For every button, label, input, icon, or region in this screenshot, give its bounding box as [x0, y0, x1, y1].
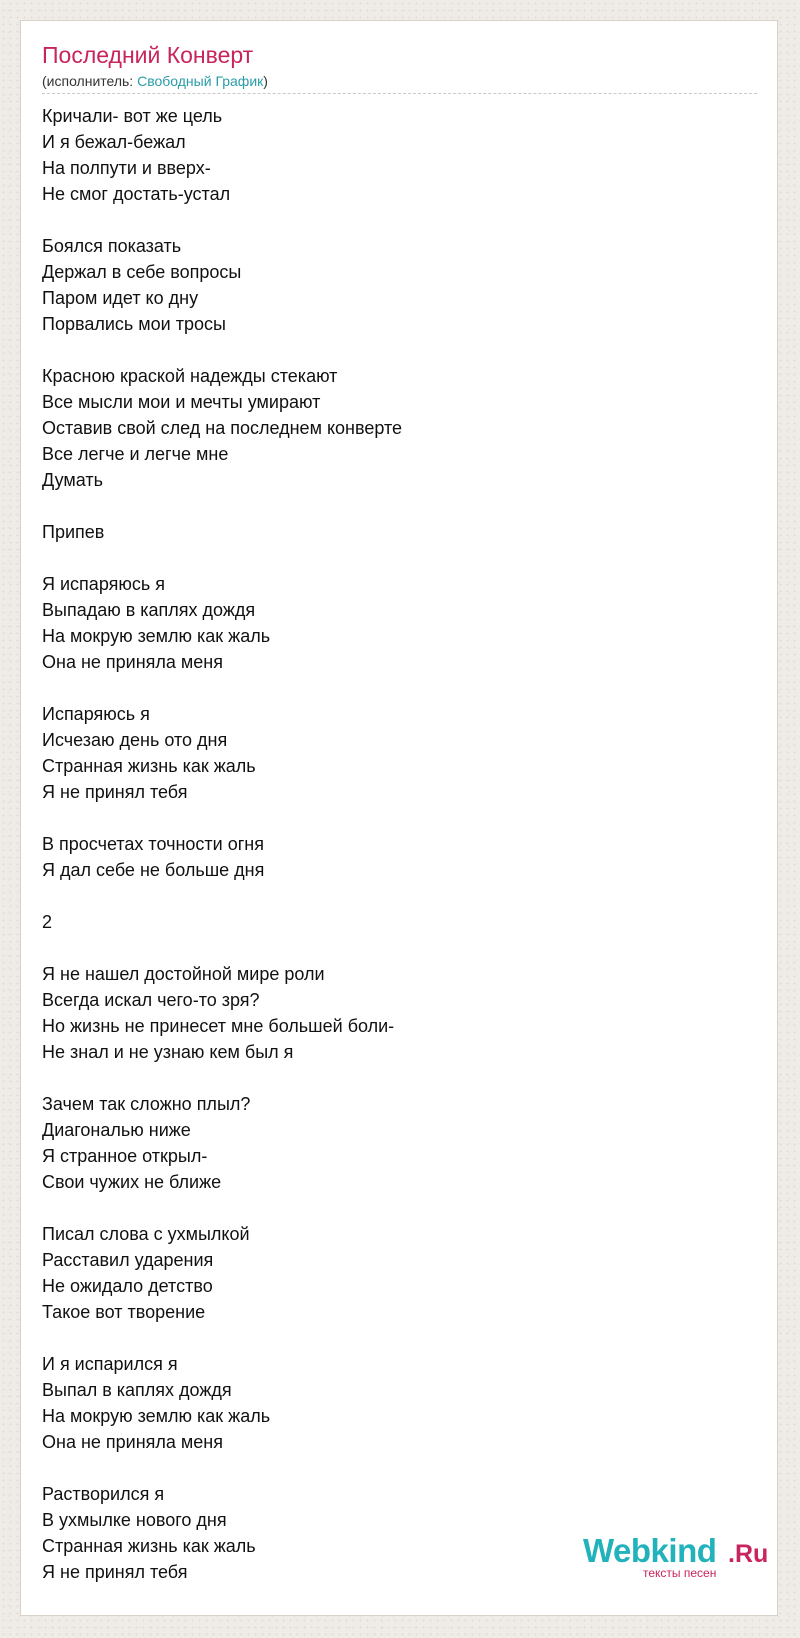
stanza-break: [42, 493, 402, 519]
lyric-line: Но жизнь не принесет мне большей боли-: [42, 1016, 395, 1036]
lyric-line: Странная жизнь как жаль: [42, 756, 256, 776]
lyric-line: На мокрую землю как жаль: [42, 626, 271, 646]
lyric-line: Диагональю ниже: [42, 1120, 191, 1140]
lyric-line: Кричали- вот же цель: [42, 106, 223, 126]
stanza-break: [42, 207, 402, 233]
lyric-line: Держал в себе вопросы: [42, 262, 242, 282]
lyric-line: Припев: [42, 522, 105, 542]
lyric-line: Выпадаю в каплях дождя: [42, 600, 256, 620]
lyric-line: Всегда искал чего-то зря?: [42, 990, 260, 1010]
lyrics-card: [20, 20, 778, 1616]
stanza-break: [42, 337, 402, 363]
lyric-line: Расставил ударения: [42, 1250, 214, 1270]
lyric-line: Она не приняла меня: [42, 1432, 223, 1452]
lyric-line: Выпал в каплях дождя: [42, 1380, 232, 1400]
artist-link[interactable]: Свободный График: [137, 73, 264, 89]
stanza-break: [42, 675, 402, 701]
lyric-line: Красною краской надежды стекают: [42, 366, 338, 386]
lyric-line: Она не приняла меня: [42, 652, 223, 672]
lyric-line: Растворился я: [42, 1484, 165, 1504]
lyric-line: Я не принял тебя: [42, 1562, 188, 1582]
lyric-line: Писал слова с ухмылкой: [42, 1224, 250, 1244]
lyric-line: Зачем так сложно плыл?: [42, 1094, 251, 1114]
lyric-line: И я испарился я: [42, 1354, 178, 1374]
lyric-line: Такое вот творение: [42, 1302, 206, 1322]
stanza-break: [42, 1065, 402, 1091]
stanza-break: [42, 1195, 402, 1221]
stanza-break: [42, 545, 402, 571]
stanza-break: [42, 1455, 402, 1481]
lyric-line: Паром идет ко дну: [42, 288, 199, 308]
artist-line: [42, 72, 268, 90]
lyric-line: На мокрую землю как жаль: [42, 1406, 271, 1426]
lyric-line: Свои чужих не ближе: [42, 1172, 222, 1192]
stanza-break: [42, 805, 402, 831]
artist-suffix: ): [263, 73, 268, 89]
lyric-line: Я испаряюсь я: [42, 574, 165, 594]
artist-prefix: (исполнитель:: [42, 73, 138, 89]
song-title: Последний Конверт: [42, 42, 254, 68]
logo-domain: .Ru: [728, 1540, 769, 1568]
logo-wordmark: Webkind: [583, 1532, 717, 1569]
lyric-line: Я не нашел достойной мире роли: [42, 964, 325, 984]
lyric-line: Я дал себе не больше дня: [42, 860, 265, 880]
lyric-line: Порвались мои тросы: [42, 314, 226, 334]
lyric-line: Все легче и легче мне: [42, 444, 229, 464]
lyric-line: Не ожидало детство: [42, 1276, 213, 1296]
site-logo[interactable]: [583, 1533, 778, 1581]
lyric-line: 2: [42, 912, 53, 932]
stanza-break: [42, 883, 402, 909]
lyric-line: Испаряюсь я: [42, 704, 150, 724]
lyric-line: В ухмылке нового дня: [42, 1510, 227, 1530]
stanza-break: [42, 935, 402, 961]
lyric-line: Не смог достать-устал: [42, 184, 231, 204]
lyric-line: И я бежал-бежал: [42, 132, 186, 152]
title-divider: [42, 93, 757, 94]
lyric-line: Все мысли мои и мечты умирают: [42, 392, 321, 412]
lyric-line: Странная жизнь как жаль: [42, 1536, 256, 1556]
logo-tagline: тексты песен: [643, 1566, 717, 1580]
lyric-line: На полпути и вверх-: [42, 158, 211, 178]
lyric-line: Боялся показать: [42, 236, 182, 256]
lyric-line: Думать: [42, 470, 103, 490]
stanza-break: [42, 1325, 402, 1351]
lyric-line: Не знал и не узнаю кем был я: [42, 1042, 294, 1062]
lyric-line: Исчезаю день ото дня: [42, 730, 228, 750]
lyric-line: Оставив свой след на последнем конверте: [42, 418, 403, 438]
lyric-line: Я странное открыл-: [42, 1146, 208, 1166]
lyric-line: В просчетах точности огня: [42, 834, 264, 854]
lyrics-body: [42, 103, 402, 1585]
lyric-line: Я не принял тебя: [42, 782, 188, 802]
